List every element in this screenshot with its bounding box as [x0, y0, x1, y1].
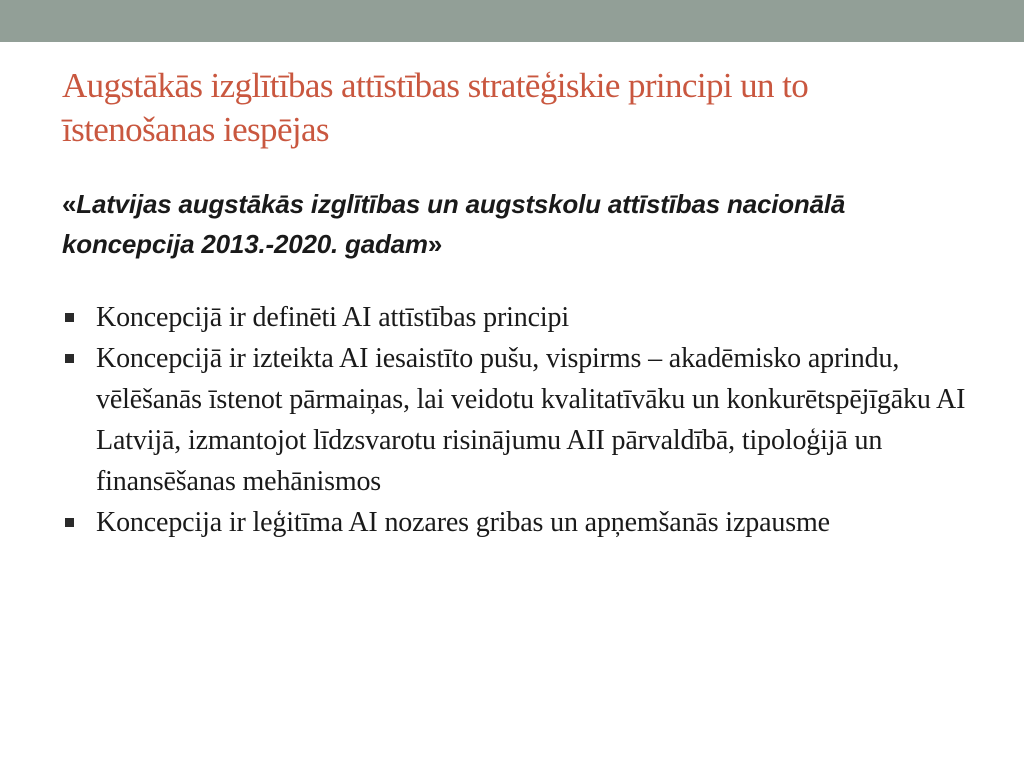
bullet-text: Koncepcija ir leģitīma AI nozares gribas un apņemšanās izpausme: [96, 507, 830, 538]
bullet-text: Koncepcijā ir izteikta AI iesaistīto pušu, vispirms – akadēmisko aprindu, vēlēšanās īstenot pārmaiņas, lai veidotu kvalitatīvāku un konkurētspējīgāku AI Latvijā, izmantojot līdzsvarotu risinājumu AII pārvaldībā, tipoloģijā un finansēšanas mehānismos: [96, 343, 966, 497]
close-quote: »: [427, 229, 443, 259]
concept-document-title: [62, 184, 972, 264]
concept-document-name: Latvijas augstākās izglītības un augstskolu attīstības nacionālā koncepcija 2013.-2020. gadam: [62, 189, 846, 259]
bullet-text: Koncepcijā ir definēti AI attīstības principi: [96, 302, 569, 333]
bullet-item: [62, 338, 972, 502]
slide-title: Augstākās izglītības attīstības stratēģiskie principi un to īstenošanas iespējas: [62, 66, 809, 149]
top-accent-bar: [0, 0, 1024, 42]
square-bullet-icon: [65, 518, 74, 527]
bullet-item: [62, 502, 972, 543]
open-quote: «: [62, 189, 77, 219]
bullet-item: [62, 297, 972, 338]
slide-content: [62, 184, 972, 543]
bullet-list: [62, 297, 972, 543]
square-bullet-icon: [65, 354, 74, 363]
square-bullet-icon: [65, 313, 74, 322]
